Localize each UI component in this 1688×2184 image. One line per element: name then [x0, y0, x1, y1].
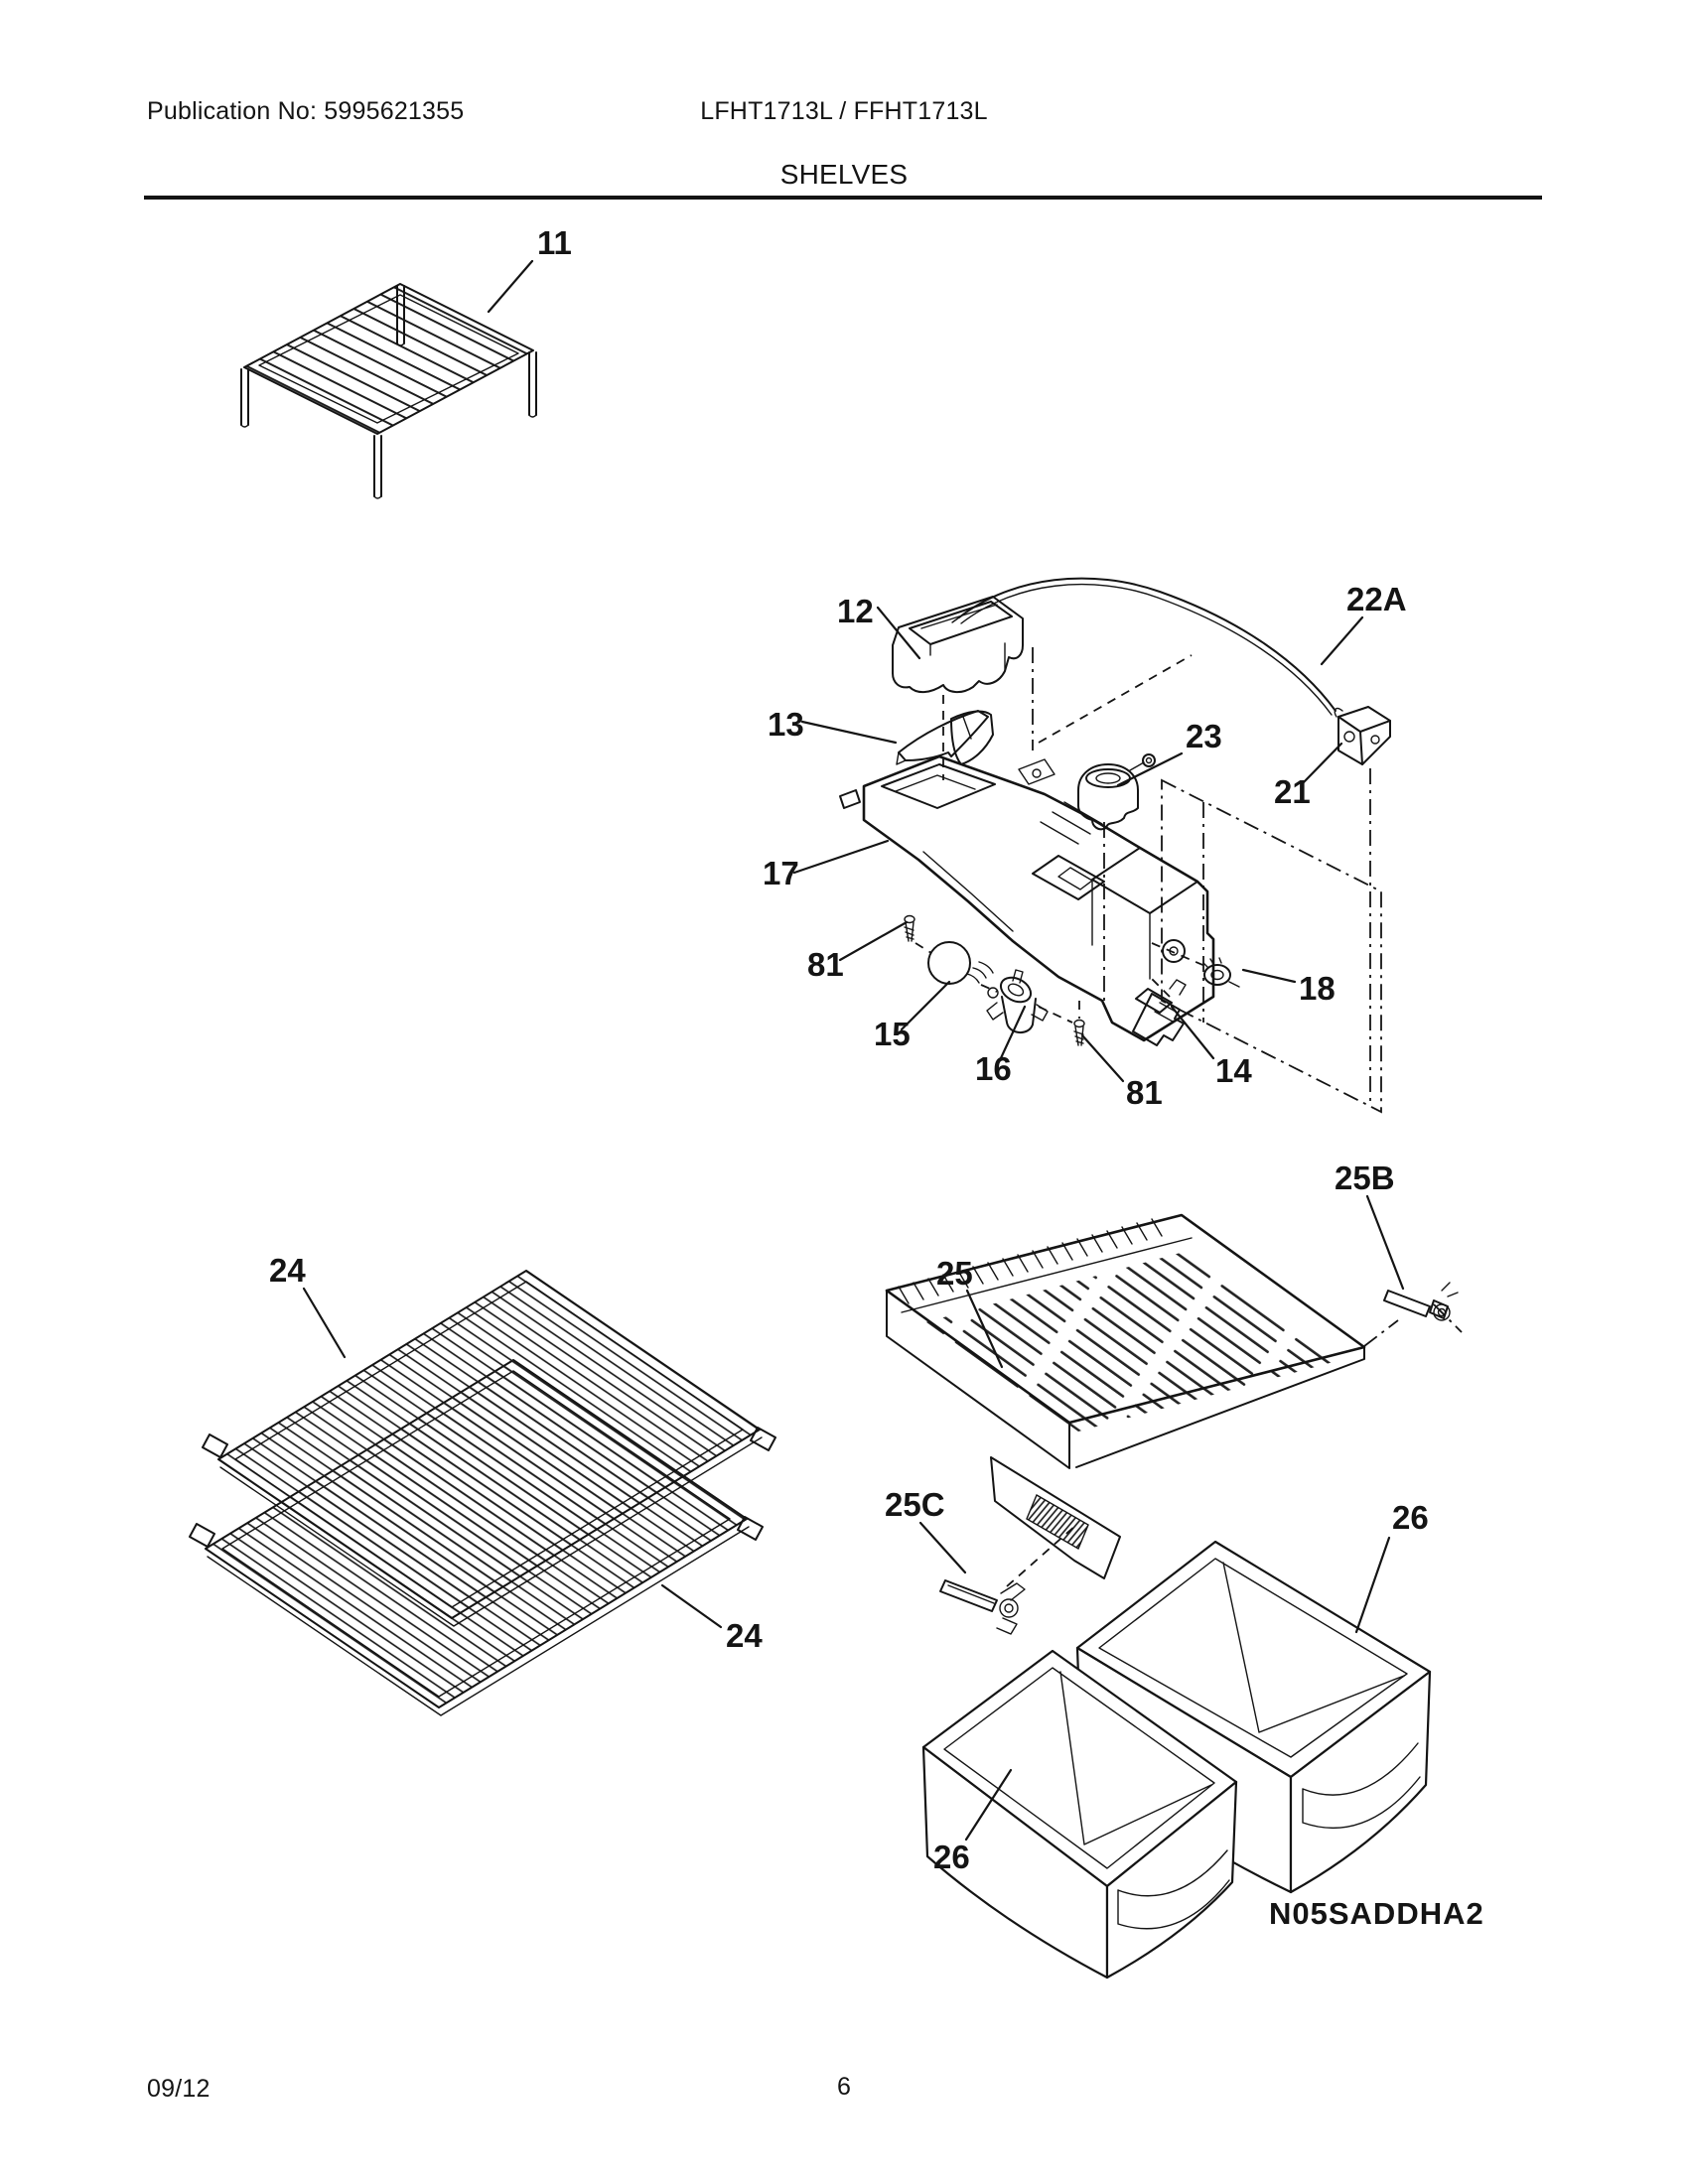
callout-17: 17	[763, 855, 799, 891]
callout-18: 18	[1299, 970, 1336, 1007]
callout-26-bottom: 26	[933, 1839, 970, 1875]
callout-25c: 25C	[885, 1486, 945, 1523]
callout-15: 15	[874, 1016, 911, 1052]
part-13-bracket	[897, 711, 993, 764]
callout-25b: 25B	[1335, 1160, 1395, 1196]
callout-14: 14	[1215, 1052, 1252, 1089]
callout-24-top: 24	[269, 1252, 306, 1289]
callout-16: 16	[975, 1050, 1012, 1087]
part-81-screw-left	[905, 916, 914, 942]
model-numbers: LFHT1713L / FFHT1713L	[700, 97, 988, 125]
part-25b-clip	[1364, 1283, 1462, 1346]
callout-21: 21	[1274, 773, 1311, 810]
part-25c-clip	[940, 1525, 1076, 1634]
part-81-screw-bottom	[1074, 1021, 1084, 1046]
publication-number: Publication No: 5995621355	[147, 97, 465, 125]
callout-11: 11	[537, 224, 572, 261]
page-title: SHELVES	[779, 159, 909, 190]
callout-81-left: 81	[807, 946, 844, 983]
part-12-cover	[893, 597, 1023, 692]
part-11-wire-shelf	[199, 278, 576, 498]
callout-25: 25	[936, 1255, 973, 1292]
callout-26-right: 26	[1392, 1499, 1429, 1536]
part-18-knob	[1203, 958, 1239, 987]
callout-24-bottom: 24	[726, 1617, 763, 1654]
footer-date: 09/12	[147, 2075, 211, 2103]
callout-22a: 22A	[1346, 581, 1407, 617]
part-22a-harness	[952, 579, 1336, 715]
construction-lines	[915, 647, 1381, 1112]
callout-13: 13	[768, 706, 804, 743]
callout-81-bottom: 81	[1126, 1074, 1163, 1111]
footer-page-number: 6	[836, 2073, 852, 2101]
part-15-bulb	[928, 942, 998, 998]
part-21-switch	[1335, 707, 1390, 764]
callout-12: 12	[837, 593, 874, 629]
callout-23: 23	[1186, 718, 1222, 754]
diagram-code: N05SADDHA2	[1269, 1896, 1484, 1931]
